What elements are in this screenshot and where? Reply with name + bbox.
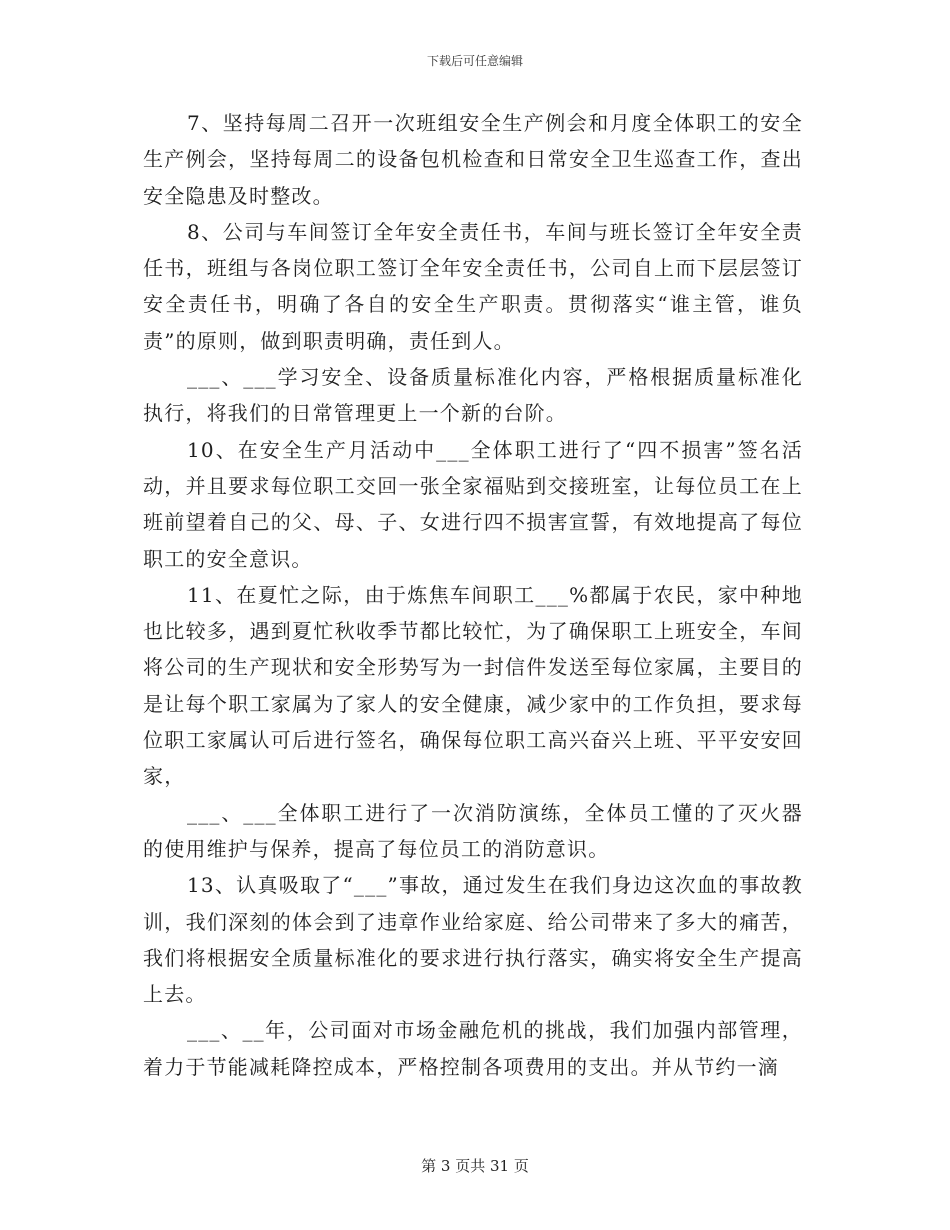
paragraph-item-10: 10、在安全生产月活动中___全体职工进行了“四不损害”签名活动，并且要求每位职工交回一张全家福贴到交接班室，让每位员工在上班前望着自己的父、母、子、女进行四不损害宣誓，有效地提高了每位职工的安全意识。 xyxy=(143,437,803,571)
paragraph-item-11: 11、在夏忙之际，由于炼焦车间职工___%都属于农民，家中种地也比较多，遇到夏忙秋收季节都比较忙，为了确保职工上班安全，车间将公司的生产现状和安全形势写为一封信件发送至每位家属，主要目的是让每个职工家属为了家人的安全健康，减少家中的工作负担，要求每位职工家属认可后进行签名，确保每位职工高兴奋兴上班、平平安安回家， xyxy=(143,582,803,789)
document-body xyxy=(143,105,803,1085)
paragraph-item-13: 13、认真吸取了“___”事故，通过发生在我们身边这次血的事故教训，我们深刻的体会到了违章作业给家庭、给公司带来了多大的痛苦，我们将根据安全质量标准化的要求进行执行落实，确实将安全生产提高上去。 xyxy=(143,873,803,1007)
paragraph-item-14: ___、__年，公司面对市场金融危机的挑战，我们加强内部管理，着力于节能减耗降控成本，严格控制各项费用的支出。并从节约一滴 xyxy=(143,1018,803,1079)
paragraph-item-8: 8、公司与车间签订全年安全责任书，车间与班长签订全年安全责任书，班组与各岗位职工签订全年安全责任书，公司自上而下层层签订安全责任书，明确了各自的安全生产职责。贯彻落实“谁主管，谁负责”的原则，做到职责明确，责任到人。 xyxy=(143,219,803,353)
paragraph-item-7: 7、坚持每周二召开一次班组安全生产例会和月度全体职工的安全生产例会，坚持每周二的设备包机检查和日常安全卫生巡查工作，查出安全隐患及时整改。 xyxy=(143,111,803,208)
paragraph-item-9: ___、___学习安全、设备质量标准化内容，严格根据质量标准化执行，将我们的日常管理更上一个新的台阶。 xyxy=(143,365,803,426)
page-number-footer: 第 3 页共 31 页 xyxy=(421,1157,529,1175)
paragraph-item-12: ___、___全体职工进行了一次消防演练，全体员工懂的了灭火器的使用维护与保养，提高了每位员工的消防意识。 xyxy=(143,800,803,861)
page-header: 下载后可任意编辑 xyxy=(426,54,523,68)
